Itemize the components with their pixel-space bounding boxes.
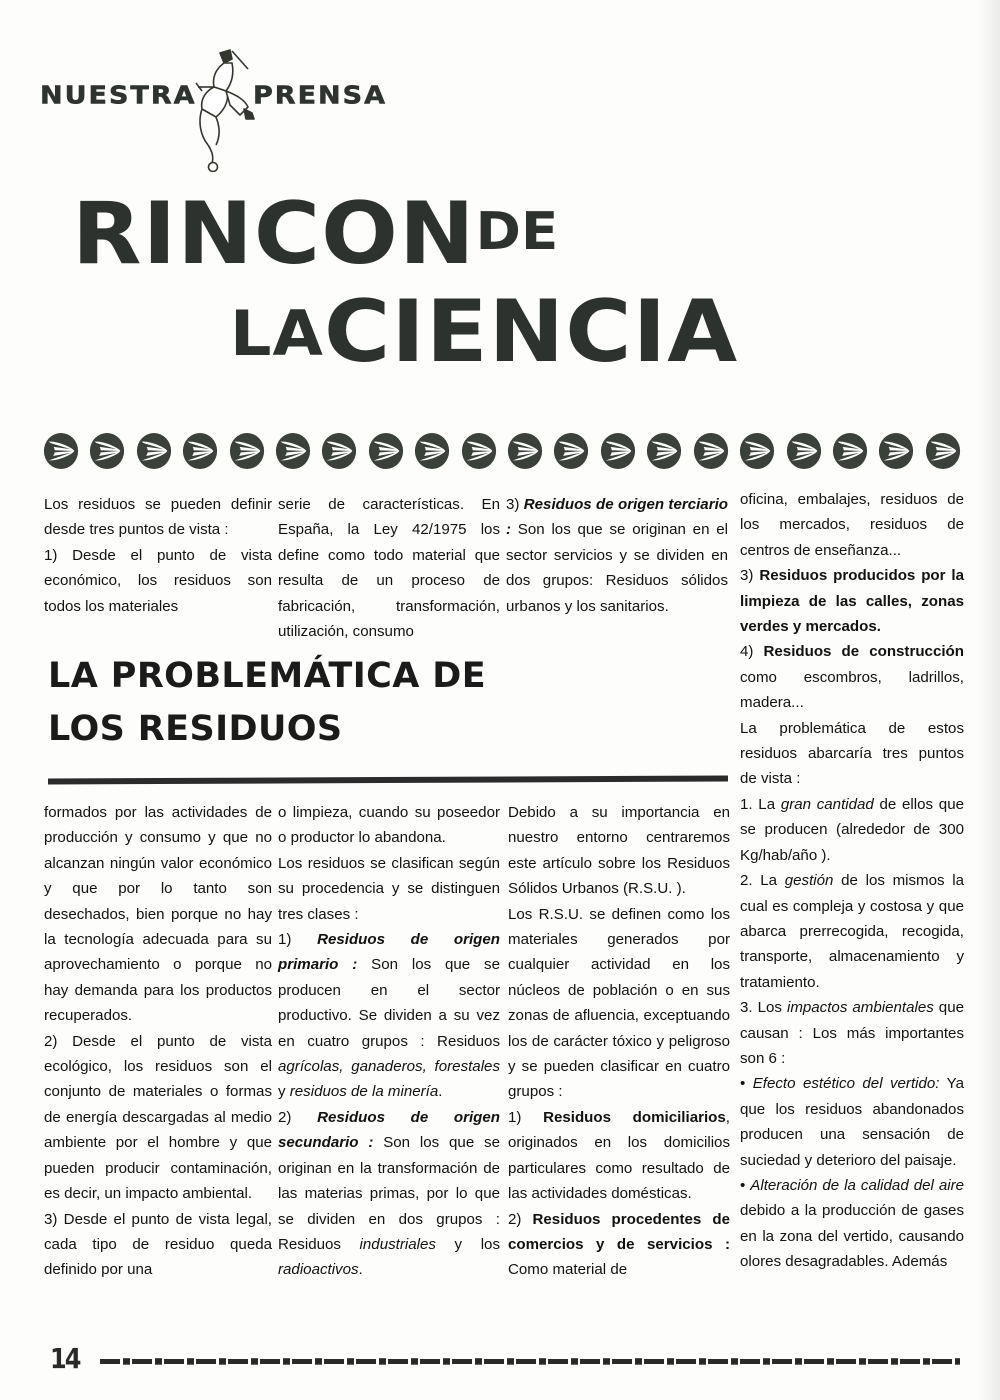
title-word-ciencia: CIENCIA [323, 282, 739, 382]
paragraph-text: Ya que los residuos abandonados producen una sensación de suciedad y deterioro del paisaje. [740, 1075, 965, 1169]
italic-term: Efecto estético del vertido: [752, 1075, 940, 1093]
section-title-art [62, 178, 882, 398]
paragraph [740, 563, 964, 639]
paragraph [506, 492, 728, 619]
scan-edge-shadow [978, 0, 1000, 1400]
bullet-marker: • [740, 1075, 753, 1093]
paragraph: La problemática de estos residuos abarcaría tres puntos de vista : [740, 719, 964, 788]
paragraph-text: , originados en los domicilios particulares como resultado de las actividades domésticas. [508, 1108, 730, 1203]
paragraph-text: como escombros, ladrillos, madera... [740, 668, 964, 712]
circle-chevron-icon [599, 431, 637, 471]
page-number: 14 [50, 1342, 80, 1376]
paragraph-text: Son los que se originan en el sector servicios y se dividen en dos grupos: Residuos sólidos urbanos y los sanitarios. [506, 521, 728, 615]
circle-chevron-icon [181, 431, 219, 471]
circle-chevron-icon [228, 431, 266, 471]
paragraph-text: Como material de [508, 1261, 628, 1279]
paragraph: 3) Desde el punto de vista legal, cada tipo de residuo queda definido por una [44, 1210, 272, 1279]
list-number: 2) [508, 1210, 533, 1228]
acrobat-figure-icon [186, 47, 258, 172]
italic-term: agrícolas, ganaderos, forestales [278, 1058, 500, 1076]
upper-column-1 [44, 492, 272, 619]
circle-chevron-icon [785, 431, 823, 471]
circle-chevron-icon [645, 431, 683, 471]
paragraph [740, 1071, 964, 1173]
italic-term: gestión [784, 872, 834, 890]
circle-chevron-icon [692, 431, 730, 471]
circle-chevron-icon [877, 431, 915, 471]
paragraph-text: Son los que se originan en la transformación de las materias primas, por lo que se dividen en dos grupos : Residuos [278, 1134, 500, 1253]
paragraph [278, 1105, 500, 1283]
paragraph-text: que causan : Los más importantes son 6 : [740, 999, 964, 1067]
paragraph: 2) Desde el punto de vista ecológico, los residuos son el conjunto de materiales o formas de energía descargadas al medio ambiente por el hombre y que pueden producir contaminación, es decir, un impacto ambiental. [44, 1032, 272, 1203]
circle-chevron-icon [460, 431, 498, 471]
italic-term: gran cantidad [780, 795, 874, 813]
lower-column-2 [278, 800, 500, 1283]
circle-chevron-icon [924, 431, 962, 471]
emphasis-term: Residuos domiciliarios [543, 1108, 726, 1126]
masthead-word-nuestra: NUESTRA [40, 81, 197, 110]
circle-chevron-icon [738, 431, 776, 471]
paragraph [740, 639, 964, 715]
paragraph: 1) Desde el punto de vista económico, los residuos son todos los materiales [44, 546, 272, 615]
list-number: 3) [506, 496, 524, 513]
lower-column-3 [508, 800, 730, 1283]
italic-term: residuos de la minería [289, 1083, 439, 1101]
circle-chevron-icon [552, 431, 590, 471]
bullet-marker: • [740, 1176, 751, 1194]
upper-column-3 [506, 492, 728, 619]
emphasis-term: Residuos procedentes de comercios y de servicios : [508, 1210, 730, 1253]
masthead [38, 52, 438, 162]
paragraph [740, 995, 964, 1071]
headline-rule [48, 776, 728, 785]
list-number: 1) [508, 1108, 544, 1126]
paragraph [508, 1105, 730, 1207]
emphasis-term: Residuos de origen primario : [278, 931, 500, 974]
list-number: 2) [278, 1108, 318, 1126]
paragraph [740, 868, 964, 995]
paragraph-text: de ellos que se producen (alrededor de 300 Kg/hab/año ). [740, 795, 964, 864]
title-word-la: LA [230, 297, 324, 370]
italic-term: Alteración de la calidad del aire [750, 1176, 965, 1194]
italic-term: industriales [359, 1235, 436, 1253]
article-headline: LA PROBLEMÁTICA DE LOS RESIDUOS [48, 656, 487, 749]
list-number: 3) [740, 567, 760, 585]
circle-chevron-icon [42, 431, 80, 471]
title-line-rincon-de [72, 184, 558, 284]
paragraph-text: debido a la producción de gases en la zona del vertido, causando olores desagradables. Además [740, 1202, 964, 1271]
circle-chevron-icon [88, 431, 126, 471]
circle-chevron-icon [831, 431, 869, 471]
title-line-la-ciencia [230, 282, 738, 382]
paragraph [740, 1173, 964, 1275]
circle-chevron-icon [506, 431, 544, 471]
circle-chevron-icon [413, 431, 451, 471]
paragraph-text: de los mismos la cual es compleja y costosa y que abarca prerrecogida, recogida, transporte, almacenamiento y tratamiento. [740, 872, 965, 991]
list-number: 4) [740, 643, 764, 661]
list-number: 1) [278, 931, 318, 949]
paragraph-text: . [358, 1261, 363, 1279]
decorative-divider [42, 428, 962, 474]
emphasis-term: Residuos de origen secundario : [278, 1108, 500, 1152]
paragraph-text: y los [435, 1235, 500, 1253]
italic-term: radioactivos [278, 1261, 359, 1279]
title-word-de: DE [475, 202, 559, 262]
paragraph-text: Son los que se producen en el sector productivo. Se dividen a su vez en cuatro grupos : Residuos [278, 956, 500, 1050]
paragraph: serie de características. En España, la Ley 42/1975 los define como todo material que resulta de un proceso de fabricación, transformación, utilización, consumo [278, 496, 500, 641]
lower-column-1 [44, 800, 272, 1283]
list-number: 3. Los [740, 999, 787, 1017]
paragraph: Debido a su importancia en nuestro entorno centraremos este artículo sobre los Residuos Sólidos Urbanos (R.S.U. ). [508, 804, 730, 898]
paragraph: Los residuos se clasifican según su procedencia y se distinguen tres clases : [278, 854, 500, 923]
paragraph: formados por las actividades de producción y consumo y que no alcanzan ningún valor económico y que por lo tanto son desechados, bien porque no hay la tecnología adecuada para su aprovechamiento o porque no hay demanda para los productos recuperados. [44, 804, 272, 1025]
paragraph: oficina, embalajes, residuos de los mercados, residuos de centros de enseñanza... [740, 491, 964, 559]
paragraph-text: . [438, 1083, 443, 1101]
emphasis-term: Residuos de construcción [763, 643, 964, 661]
list-number: 2. La [740, 872, 785, 890]
emphasis-term: Residuos producidos por la limpieza de las calles, zonas verdes y mercados. [740, 567, 964, 636]
italic-term: impactos ambientales [786, 999, 934, 1017]
paragraph [278, 927, 500, 1105]
title-word-rincon: RINCON [72, 184, 476, 284]
emphasis-term: Residuos de origen terciario : [506, 496, 728, 539]
circle-chevron-icon [367, 431, 405, 471]
paragraph [740, 792, 964, 868]
right-column [740, 487, 964, 1275]
list-number: 1. La [740, 795, 781, 813]
circle-chevron-icon [135, 431, 173, 471]
footer-decorative-rule [100, 1356, 960, 1368]
paragraph: Los residuos se pueden definir desde tres puntos de vista : [44, 496, 272, 539]
circle-chevron-icon [274, 431, 312, 471]
paragraph: Los R.S.U. se definen como los materiales generados por cualquier actividad en los núcleos de población o en sus zonas de afluencia, exceptuando los de carácter tóxico y peligroso y se pueden clasificar en cuatro grupos : [508, 905, 730, 1101]
circle-chevron-icon [320, 431, 358, 471]
paragraph-text: y [278, 1083, 290, 1101]
paragraph [508, 1207, 730, 1283]
masthead-word-prensa: PRENSA [253, 81, 387, 110]
upper-column-2 [278, 492, 500, 644]
paragraph: o limpieza, cuando su poseedor o productor lo abandona. [278, 804, 500, 847]
